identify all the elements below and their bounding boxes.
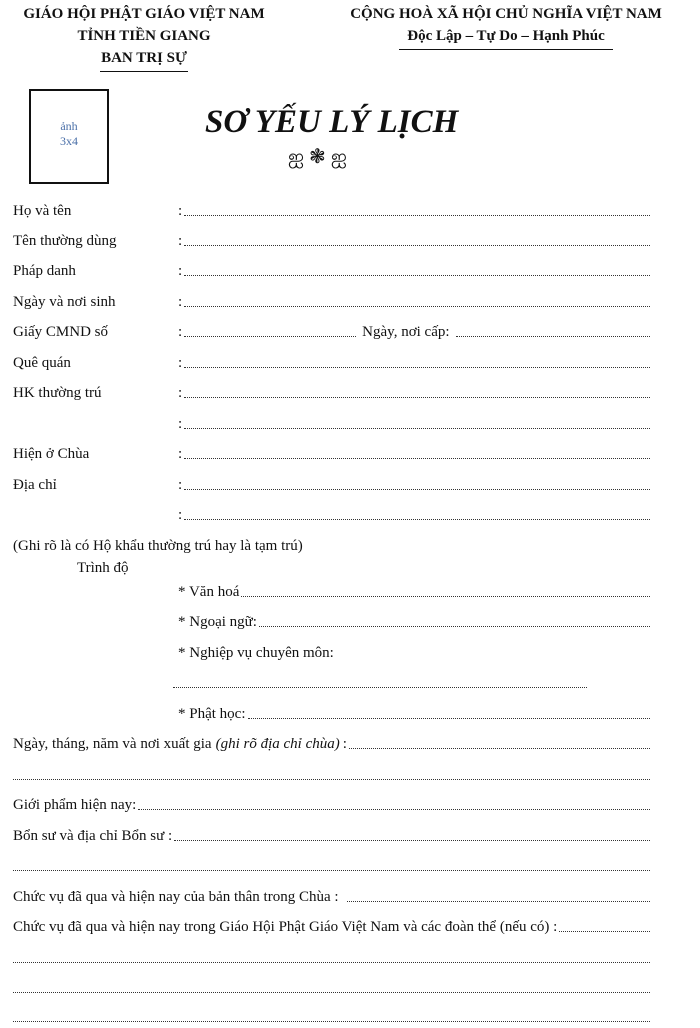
organization-header [0,3,288,72]
org-name: GIÁO HỘI PHẬT GIÁO VIỆT NAM [23,6,265,22]
chuc-vu-chua-input[interactable] [347,886,650,902]
field-phat-hoc: * Phật học: [13,703,650,725]
field-ho-ten: Họ và tên : [13,200,650,222]
photo-placeholder [29,89,109,184]
national-header [330,3,682,50]
bon-su-input[interactable] [174,825,650,841]
field-bon-su-2 [13,855,650,877]
field-hk-thuong-tru-2: : [13,413,650,435]
field-van-hoa: * Văn hoá [13,581,650,603]
org-province: TỈNH TIỀN GIANG [77,28,211,44]
phat-hoc-input[interactable] [248,703,651,719]
field-xuat-gia: Ngày, tháng, năm và nơi xuất gia (ghi rõ địa chỉ chùa) : [13,733,650,755]
dia-chi-input[interactable] [184,474,650,490]
field-ten-thuong-dung: Tên thường dùng : [13,230,650,252]
field-nghiep-vu-line [13,672,587,694]
ngay-noi-sinh-input[interactable] [184,291,650,307]
field-chuc-vu-ghpg-4 [13,1006,650,1028]
photo-size: 3x4 [60,134,78,148]
field-cmnd: Giấy CMND số : Ngày, nơi cấp: [13,321,650,343]
nghiep-vu-input[interactable] [173,672,587,688]
field-hien-o-chua: Hiện ở Chùa : [13,443,650,465]
header-underline [100,71,188,72]
field-dia-chi-2: : [13,504,650,526]
phap-danh-input[interactable] [184,260,650,276]
org-board: BAN TRỊ SỰ [101,50,187,66]
van-hoa-input[interactable] [241,581,650,597]
dia-chi-input-2[interactable] [184,504,650,520]
hk-thuong-tru-input[interactable] [184,382,650,398]
field-chuc-vu-chua: Chức vụ đã qua và hiện nay của bản thân trong Chùa : [13,886,650,908]
ornament-icon: ஐ ❃ ஐ [288,146,347,168]
field-hk-thuong-tru: HK thường trú : [13,382,650,404]
cmnd-input[interactable] [184,321,356,337]
field-ngoai-ngu: * Ngoại ngữ: [13,611,650,633]
bon-su-input-2[interactable] [13,855,650,871]
xuat-gia-input-2[interactable] [13,764,650,780]
ngoai-ngu-input[interactable] [259,611,650,627]
photo-label: ảnh [60,119,78,133]
motto-underline [399,49,613,50]
chuc-vu-ghpg-input-4[interactable] [13,1006,650,1022]
field-nghiep-vu: * Nghiệp vụ chuyên môn: [178,645,334,661]
national-name: CỘNG HOÀ XÃ HỘI CHỦ NGHĨA VIỆT NAM [350,6,662,22]
field-phap-danh: Pháp danh : [13,260,650,282]
field-chuc-vu-ghpg-2 [13,947,650,969]
field-xuat-gia-2 [13,764,650,786]
residence-note: (Ghi rõ là có Hộ khẩu thường trú hay là tạm trú) [13,538,303,554]
field-gioi-pham: Giới phẩm hiện nay: [13,794,650,816]
gioi-pham-input[interactable] [138,794,650,810]
hien-o-chua-input[interactable] [184,443,650,459]
field-ngay-noi-sinh: Ngày và nơi sinh : [13,291,650,313]
field-dia-chi: Địa chỉ : [13,474,650,496]
form-title: SƠ YẾU LÝ LỊCH [205,104,459,140]
chuc-vu-ghpg-input[interactable] [559,916,650,932]
ho-ten-input[interactable] [184,200,650,216]
que-quan-input[interactable] [184,352,650,368]
xuat-gia-input[interactable] [349,733,650,749]
field-bon-su: Bổn sư và địa chỉ Bổn sư : [13,825,650,847]
trinh-do-heading: Trình độ [77,560,129,576]
ngay-noi-cap-input[interactable] [456,321,650,337]
chuc-vu-ghpg-input-2[interactable] [13,947,650,963]
national-motto: Độc Lập – Tự Do – Hạnh Phúc [407,28,605,44]
field-que-quan: Quê quán : [13,352,650,374]
field-chuc-vu-ghpg-3 [13,977,650,999]
chuc-vu-ghpg-input-3[interactable] [13,977,650,993]
ten-thuong-dung-input[interactable] [184,230,650,246]
field-chuc-vu-ghpg: Chức vụ đã qua và hiện nay trong Giáo Hội Phật Giáo Việt Nam và các đoàn thể (nếu có) : [13,916,650,938]
hk-thuong-tru-input-2[interactable] [184,413,650,429]
